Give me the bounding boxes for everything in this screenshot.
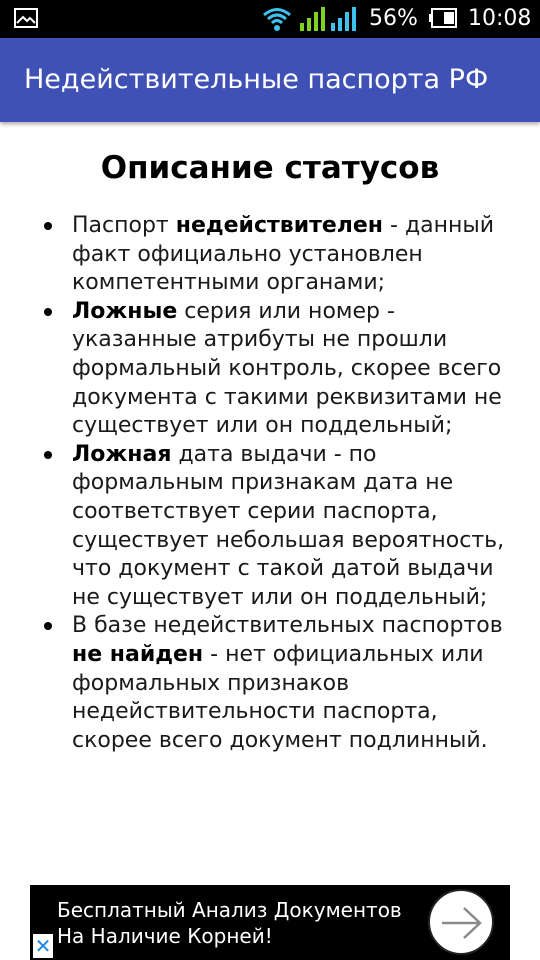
item-status: Ложные bbox=[72, 298, 178, 324]
status-bar bbox=[0, 0, 540, 38]
battery-percent: 56% bbox=[369, 6, 418, 31]
list-item bbox=[0, 298, 540, 441]
bullet-icon bbox=[44, 308, 52, 316]
item-text: серия или номер - указанные атрибуты не прошли формальный контроль, скорее всего документа с такими реквизитами не существует или он поддельный; bbox=[72, 298, 502, 439]
ad-line-2: На Наличие Корней! bbox=[57, 924, 273, 948]
ad-line-1: Бесплатный Анализ Документов bbox=[57, 898, 402, 922]
item-text: - данный факт официально установлен компетентными органами; bbox=[72, 213, 495, 296]
bullet-icon bbox=[44, 622, 52, 630]
list-item bbox=[0, 212, 540, 298]
page-title: Описание статусов bbox=[100, 150, 440, 186]
item-status: недействителен bbox=[175, 213, 384, 238]
item-status: не найден bbox=[72, 641, 204, 667]
ad-open-button[interactable] bbox=[428, 889, 494, 955]
ad-text[interactable] bbox=[57, 897, 437, 949]
item-text: В базе недействительных паспортов bbox=[72, 613, 503, 639]
battery-icon bbox=[428, 8, 458, 32]
item-text: - нет официальных или формальных признаков недействительности паспорта, скорее всего документ подлинный. bbox=[72, 641, 488, 753]
wifi-icon bbox=[262, 6, 292, 36]
item-status: Ложная bbox=[72, 441, 172, 467]
gallery-icon bbox=[14, 8, 38, 32]
close-icon[interactable]: ✕ bbox=[34, 934, 52, 958]
item-text: Паспорт bbox=[72, 213, 176, 238]
list-item bbox=[0, 612, 540, 755]
clock: 10:08 bbox=[468, 6, 532, 31]
arrow-right-icon bbox=[440, 905, 484, 941]
app-title: Недействительные паспорта РФ bbox=[24, 64, 489, 95]
ad-banner[interactable] bbox=[30, 885, 510, 960]
status-list bbox=[0, 212, 540, 755]
list-item bbox=[0, 441, 540, 613]
bullet-icon bbox=[44, 222, 52, 230]
app-bar bbox=[0, 38, 540, 122]
signal-icon bbox=[330, 6, 360, 36]
signal-icon bbox=[299, 6, 327, 36]
bullet-icon bbox=[44, 451, 52, 459]
item-text: дата выдачи - по формальным признакам дата не соответствует серии паспорта, существует небольшая вероятность, что документ с такой датой выдачи не существует или он поддельный; bbox=[72, 441, 505, 610]
